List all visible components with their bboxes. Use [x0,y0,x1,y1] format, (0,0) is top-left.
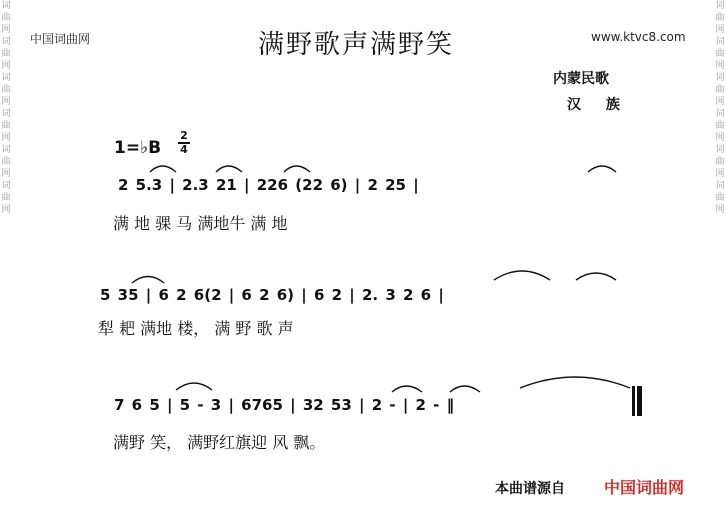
slur [216,166,242,172]
key-signature: 1=♭B [114,138,162,158]
slur [494,271,550,280]
site-url-right: www.ktvc8.com [591,30,686,44]
score-line-3-lyrics: 满野 笑， 满野红旗迎 风 飘。 [113,433,326,452]
slur [176,383,212,390]
footer-source-label: 本曲谱源自 [495,481,565,497]
song-genre: 内蒙民歌 [553,71,609,87]
score-line-1-notes: 2 5.3 | 2.3 21 | 226 (22 6) | 2 25 | [118,176,419,194]
final-barline-thick [637,386,642,416]
time-signature-top: 2 [180,129,188,142]
song-title: 满野歌声满野笑 [258,30,455,60]
slur [150,166,176,172]
site-name-left: 中国词曲网 [30,32,91,46]
score-line-3-notes: 7 6 5 | 5 - 3 | 6765 | 32 53 | 2 - | 2 - ‖ [114,396,455,414]
song-ethnicity: 汉 族 [567,97,630,113]
slur [576,273,616,280]
left-watermark-strip: 词曲网词曲网词曲网词曲网词曲网词曲网 [1,1,11,215]
slur [132,277,164,284]
footer-source-site[interactable]: 中国词曲网 [604,478,685,497]
score-line-2-notes: 5 35 | 6 2 6(2 | 6 2 6) | 6 2 | 2. 3 2 6 | [100,286,444,304]
slur [284,166,310,172]
time-signature-bottom: 4 [180,143,188,156]
slur [392,386,422,392]
slur [588,166,616,172]
slur [450,386,480,392]
slur [520,377,630,388]
score-line-2-lyrics: 犁 耙 满地 楼， 满 野 歌 声 [98,319,294,338]
final-barline [632,386,635,416]
right-watermark-strip: 词曲网词曲网词曲网词曲网词曲网词曲网 [715,1,725,215]
score-line-1-lyrics: 满 地 骒 马 满地牛 满 地 [113,214,288,233]
